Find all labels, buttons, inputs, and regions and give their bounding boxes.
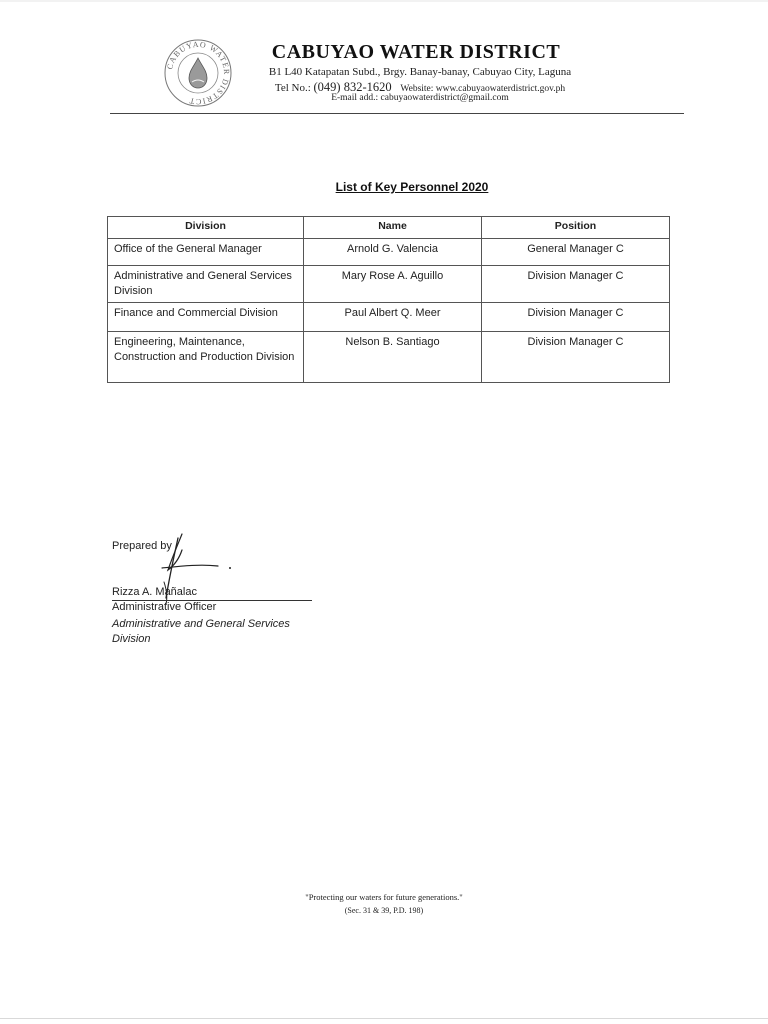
cell-division: Engineering, Maintenance, Construction and Production Division — [108, 332, 304, 383]
column-header-position: Position — [482, 217, 670, 239]
signature-block — [112, 538, 372, 650]
tel-label: Tel No.: — [274, 82, 311, 94]
table-header-row — [108, 217, 670, 239]
signer-name: Rizza A. Mañalac — [112, 586, 197, 598]
tel-number: (049) 832-1620 — [313, 80, 392, 94]
cell-position: General Manager C — [482, 239, 670, 266]
cell-name: Mary Rose A. Aguillo — [304, 266, 482, 303]
website-text: Website: www.cabuyaowaterdistrict.gov.ph — [400, 84, 566, 94]
signer-title: Administrative Officer — [112, 601, 217, 613]
svg-text:CABUYAO WATER DISTRICT: CABUYAO WATER DISTRICT — [165, 39, 232, 107]
prepared-by-label: Prepared by — [112, 540, 172, 552]
cell-position: Division Manager C — [482, 332, 670, 383]
document-title: List of Key Personnel 2020 — [335, 180, 489, 194]
district-seal-logo — [158, 38, 238, 108]
table-row — [108, 332, 670, 383]
table-row — [108, 266, 670, 303]
footer-motto: "Protecting our waters for future generations." — [305, 892, 463, 902]
signer-division: Administrative and General Services Division — [112, 618, 290, 645]
page-edge-top — [0, 0, 768, 2]
header-divider — [110, 113, 684, 114]
table-row — [108, 239, 670, 266]
cell-position: Division Manager C — [482, 266, 670, 303]
column-header-name: Name — [304, 217, 482, 239]
org-email: E-mail add.: cabuyaowaterdistrict@gmail.com — [331, 93, 509, 103]
cell-position: Division Manager C — [482, 303, 670, 332]
page-edge-bottom — [0, 1018, 768, 1019]
cell-division: Office of the General Manager — [108, 239, 304, 266]
table-row — [108, 303, 670, 332]
org-name: CABUYAO WATER DISTRICT — [271, 41, 561, 63]
key-personnel-table — [107, 216, 670, 383]
cell-name: Nelson B. Santiago — [304, 332, 482, 383]
footer-legal-reference: (Sec. 31 & 39, P.D. 198) — [344, 906, 424, 915]
org-address: B1 L40 Katapatan Subd., Brgy. Banay-banay, Cabuyao City, Laguna — [268, 66, 572, 78]
cell-name: Paul Albert Q. Meer — [304, 303, 482, 332]
cell-division: Administrative and General Services Division — [108, 266, 304, 303]
cell-name: Arnold G. Valencia — [304, 239, 482, 266]
cell-division: Finance and Commercial Division — [108, 303, 304, 332]
column-header-division: Division — [108, 217, 304, 239]
